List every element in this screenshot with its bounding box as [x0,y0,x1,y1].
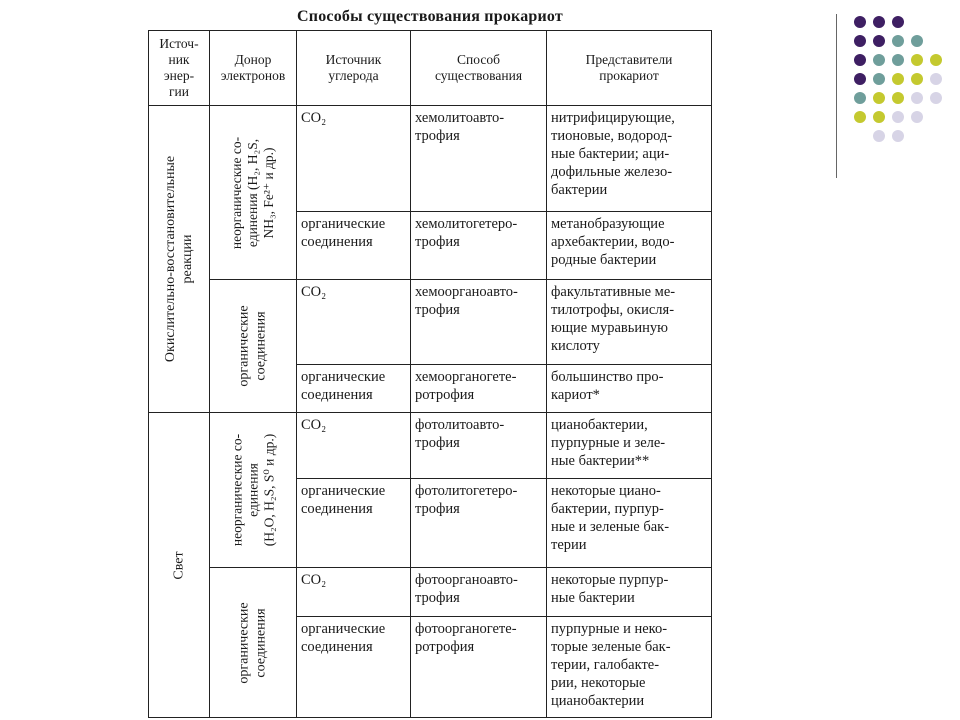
decor-dot [854,111,866,123]
decor-dot [930,92,942,104]
decor-dot [873,16,885,28]
decor-dot [930,73,942,85]
row-1-carbon: CO₂ [296,105,411,212]
decor-dot [854,92,866,104]
decor-dot [854,16,866,28]
decor-dot [911,35,923,47]
donor-group-organic-light [209,567,297,718]
decor-dot [911,73,923,85]
decor-dot [930,54,942,66]
decor-dot [873,54,885,66]
energy-group-light [148,412,210,718]
row-6-mode: фотолитогетеро- трофия [410,478,547,568]
donor-group-label: неорганические со- единения (H₂O, H₂S, S⁰ и др.) [229,433,276,547]
donor-group-inorganic-light [209,412,297,568]
prokaryote-table [148,30,712,718]
decor-dot [911,111,923,123]
decor-dot [873,130,885,142]
donor-group-organic [209,279,297,413]
header-energy-label: Источ- ник энер- гии [159,36,199,99]
row-3-carbon: CO₂ [296,279,411,365]
row-6-reps: некоторые циано- бактерии, пурпур- ные и зеленые бак- терии [546,478,712,568]
decor-dot [873,73,885,85]
decor-dot [892,92,904,104]
page-title: Способы существования прокариот [297,8,563,25]
energy-group-label: Свет [171,550,187,580]
decor-dot [873,92,885,104]
row-2-reps: метанобразующие архебактерии, водо- родные бактерии [546,211,712,280]
donor-group-label: органические соединения [236,305,269,387]
row-3-reps: факультативные ме- тилотрофы, окисля- ющие муравьиную кислоту [546,279,712,365]
row-1-reps: нитрифицирующие, тионовые, водород- ные бактерии; аци- дофильные железо- бактерии [546,105,712,212]
decor-dot [873,111,885,123]
header-carbon-source [296,30,411,106]
row-2-carbon: органические соединения [296,211,411,280]
decor-dot [892,35,904,47]
decor-dot [854,73,866,85]
header-donor-label: Донор электронов [220,52,286,83]
header-representatives [546,30,712,106]
row-7-reps: некоторые пурпур- ные бактерии [546,567,712,617]
row-6-carbon: органические соединения [296,478,411,568]
row-5-mode: фотолитоавто- трофия [410,412,547,479]
decor-divider [836,14,837,178]
row-3-mode: хемоорганоавто- трофия [410,279,547,365]
header-energy-source [148,30,210,106]
decor-dot [892,54,904,66]
row-5-reps: цианобактерии, пурпурные и зеле- ные бактерии** [546,412,712,479]
row-8-carbon: органические соединения [296,616,411,718]
row-4-reps: большинство про- кариот* [546,364,712,413]
decor-dot [892,111,904,123]
decor-dot-grid [840,14,950,164]
row-7-mode: фотоорганоавто- трофия [410,567,547,617]
row-1-mode: хемолитоавто- трофия [410,105,547,212]
decor-dot [892,16,904,28]
donor-group-label: органические соединения [236,601,269,684]
decor-dot [892,73,904,85]
decor-dot [911,92,923,104]
decor-dot [892,130,904,142]
energy-group-redox [148,105,210,413]
header-carbon-label: Источник углерода [325,52,382,83]
decor-dot [854,54,866,66]
header-electron-donor [209,30,297,106]
header-mode [410,30,547,106]
row-8-mode: фотоорганогете- ротрофия [410,616,547,718]
donor-group-inorganic [209,105,297,280]
header-reps-label: Представители прокариот [585,52,673,83]
header-mode-label: Способ существования [434,52,523,83]
row-5-carbon: CO₂ [296,412,411,479]
row-7-carbon: CO₂ [296,567,411,617]
donor-group-label: неорганические со- единения (H₂, H₂S, NH₃, Fe²⁺ и др.) [229,136,277,249]
decor-dot [854,35,866,47]
decor-dot [911,54,923,66]
decor-dot [873,35,885,47]
row-2-mode: хемолитогетеро- трофия [410,211,547,280]
row-8-reps: пурпурные и неко- торые зеленые бак- терии, галобакте- рии, некоторые цианобактерии [546,616,712,718]
energy-group-label: Окислительно-восстановительные реакции [163,155,196,363]
row-4-mode: хемоорганогете- ротрофия [410,364,547,413]
row-4-carbon: органические соединения [296,364,411,413]
